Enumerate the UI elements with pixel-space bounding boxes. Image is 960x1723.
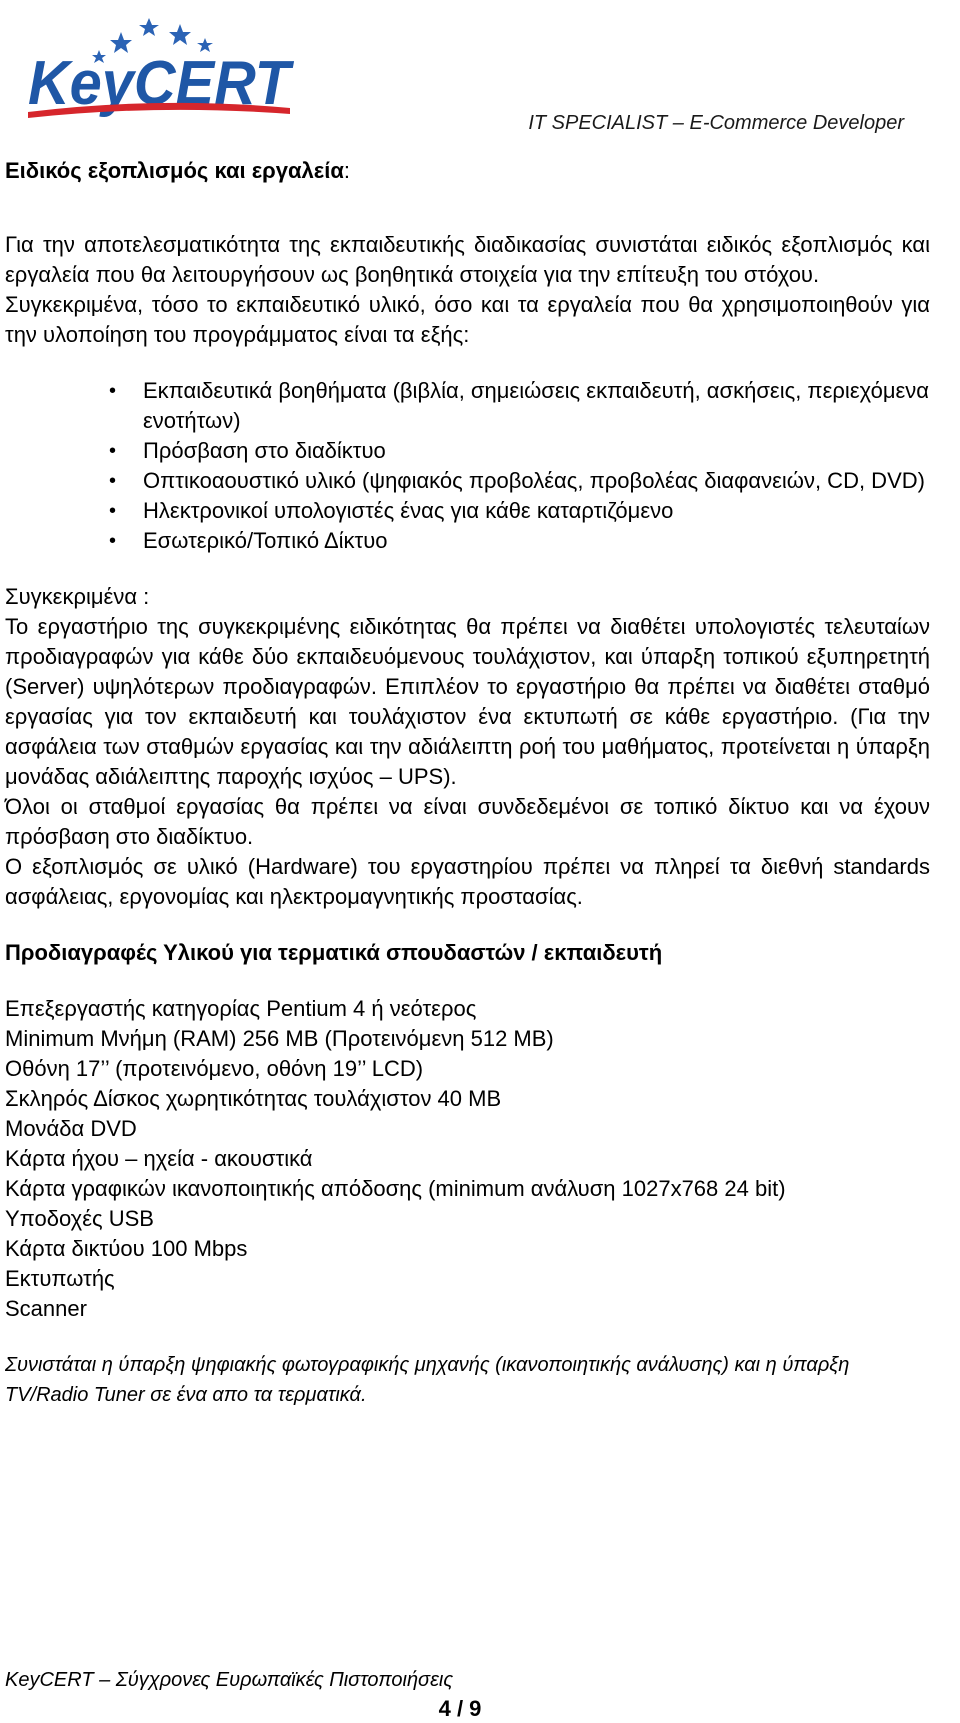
list-item: Scanner: [5, 1296, 87, 1321]
equipment-heading: [5, 156, 930, 186]
spacer: [5, 556, 930, 582]
lab-hardware-standards-paragraph: Ο εξοπλισμός σε υλικό (Hardware) του εργαστηρίου πρέπει να πληρεί τα διεθνή standards ασφάλειας, εργονομίας και ηλεκτρομαγνητικής προστασίας.: [5, 854, 930, 909]
spacer: [5, 186, 930, 230]
equipment-bullet-list: [5, 376, 930, 556]
specs-heading: Προδιαγραφές Υλικού για τερματικά σπουδαστών / εκπαιδευτή: [5, 940, 663, 965]
equipment-intro-specifically: Συγκεκριμένα, τόσο το εκπαιδευτικό υλικό, όσο και τα εργαλεία που θα χρησιμοποιηθούν για την υλοποίηση του προγράμματος είναι τα εξής:: [5, 292, 930, 347]
list-item: • Πρόσβαση στο διαδίκτυο: [143, 436, 930, 466]
list-item: Minimum Μνήμη (RAM) 256 MB (Προτεινόμενη 512 MB): [5, 1026, 554, 1051]
equipment-heading-colon: :: [343, 158, 350, 183]
hardware-specs-list: [5, 994, 930, 1324]
list-item: • Ηλεκτρονικοί υπολογιστές ένας για κάθε καταρτιζόμενο: [143, 496, 930, 526]
list-item: • Οπτικοαουστικό υλικό (ψηφιακός προβολέας, προβολέας διαφανειών, CD, DVD): [143, 466, 930, 496]
spacer: [5, 350, 930, 376]
logo-wordmark: KeyCERT: [28, 49, 295, 118]
spacer: [5, 968, 930, 994]
list-item: Μονάδα DVD: [5, 1116, 137, 1141]
equipment-heading-text: Ειδικός εξοπλισμός και εργαλεία: [5, 158, 344, 183]
list-item: Κάρτα δικτύου 100 Mbps: [5, 1236, 248, 1261]
keycert-logo-graphic: [28, 12, 328, 124]
specifically-label: Συγκεκριμένα :: [5, 584, 150, 609]
list-item: Υποδοχές USB: [5, 1206, 154, 1231]
list-item: Εκτυπωτής: [5, 1266, 115, 1291]
list-item: • Εσωτερικό/Τοπικό Δίκτυο: [143, 526, 930, 556]
page-number: 4 / 9: [438, 1696, 482, 1721]
lab-requirements-paragraph: Το εργαστήριο της συγκεκριμένης ειδικότητας θα πρέπει να διαθέτει υπολογιστές τελευταίων προδιαγραφών για κάθε δύο εκπαιδευόμενους τουλάχιστον, και ύπαρξη τοπικού εξυπηρετητή (Server) υψηλότερων προδιαγραφών. Επιπλέον το εργαστήριο θα πρέπει να διαθέτει σταθμό εργασίας για τον εκπαιδευτή και τουλάχιστον ένα εκτυπωτή σε κάθε εργαστήριο. (Για την ασφάλεια των σταθμών εργασίας και την αδιάλειπτη ροή του μαθήματος, προτείνεται η ύπαρξη μονάδας αδιάλειπτης παροχής ισχύος – UPS).: [5, 614, 930, 789]
list-item: Οθόνη 17’’ (προτεινόμενο, οθόνη 19’’ LCD): [5, 1056, 424, 1081]
logo-star: [139, 18, 159, 36]
document-body: [5, 156, 930, 1410]
list-item: • Εκπαιδευτικά βοηθήματα (βιβλία, σημειώσεις εκπαιδευτή, ασκήσεις, περιεχόμενα ενοτήτων): [143, 376, 930, 436]
keycert-logo: [28, 12, 328, 124]
list-item: Επεξεργαστής κατηγορίας Pentium 4 ή νεότερος: [5, 996, 477, 1021]
footer-text: KeyCERT – Σύγχρονες Ευρωπαϊκές Πιστοποιήσεις: [5, 1669, 454, 1691]
logo-star: [169, 24, 191, 45]
spacer: [5, 912, 930, 938]
lab-network-paragraph: Όλοι οι σταθμοί εργασίας θα πρέπει να είναι συνδεδεμένοι σε τοπικό δίκτυο και να έχουν πρόσβαση στο διαδίκτυο.: [5, 794, 930, 849]
equipment-intro-paragraph: Για την αποτελεσματικότητα της εκπαιδευτικής διαδικασίας συνιστάται ειδικός εξοπλισμός και εργαλεία που θα λειτουργήσουν ως βοηθητικά στοιχεία για την επίτευξη του στόχου.: [5, 232, 930, 287]
list-item: Σκληρός Δίσκος χωρητικότητας τουλάχιστον 40 MB: [5, 1086, 502, 1111]
header-subtitle: IT SPECIALIST – E-Commerce Developer: [528, 112, 904, 134]
list-item: Κάρτα γραφικών ικανοποιητικής απόδοσης (minimum ανάλυση 1027x768 24 bit): [5, 1176, 786, 1201]
spacer: [5, 1324, 930, 1350]
list-item: Κάρτα ήχου – ηχεία - ακουστικά: [5, 1146, 313, 1171]
recommendation-note: Συνιστάται η ύπαρξη ψηφιακής φωτογραφικής μηχανής (ικανοποιητικής ανάλυσης) και η ύπαρξη TV/Radio Tuner σε ένα απο τα τερματικά.: [5, 1354, 850, 1406]
